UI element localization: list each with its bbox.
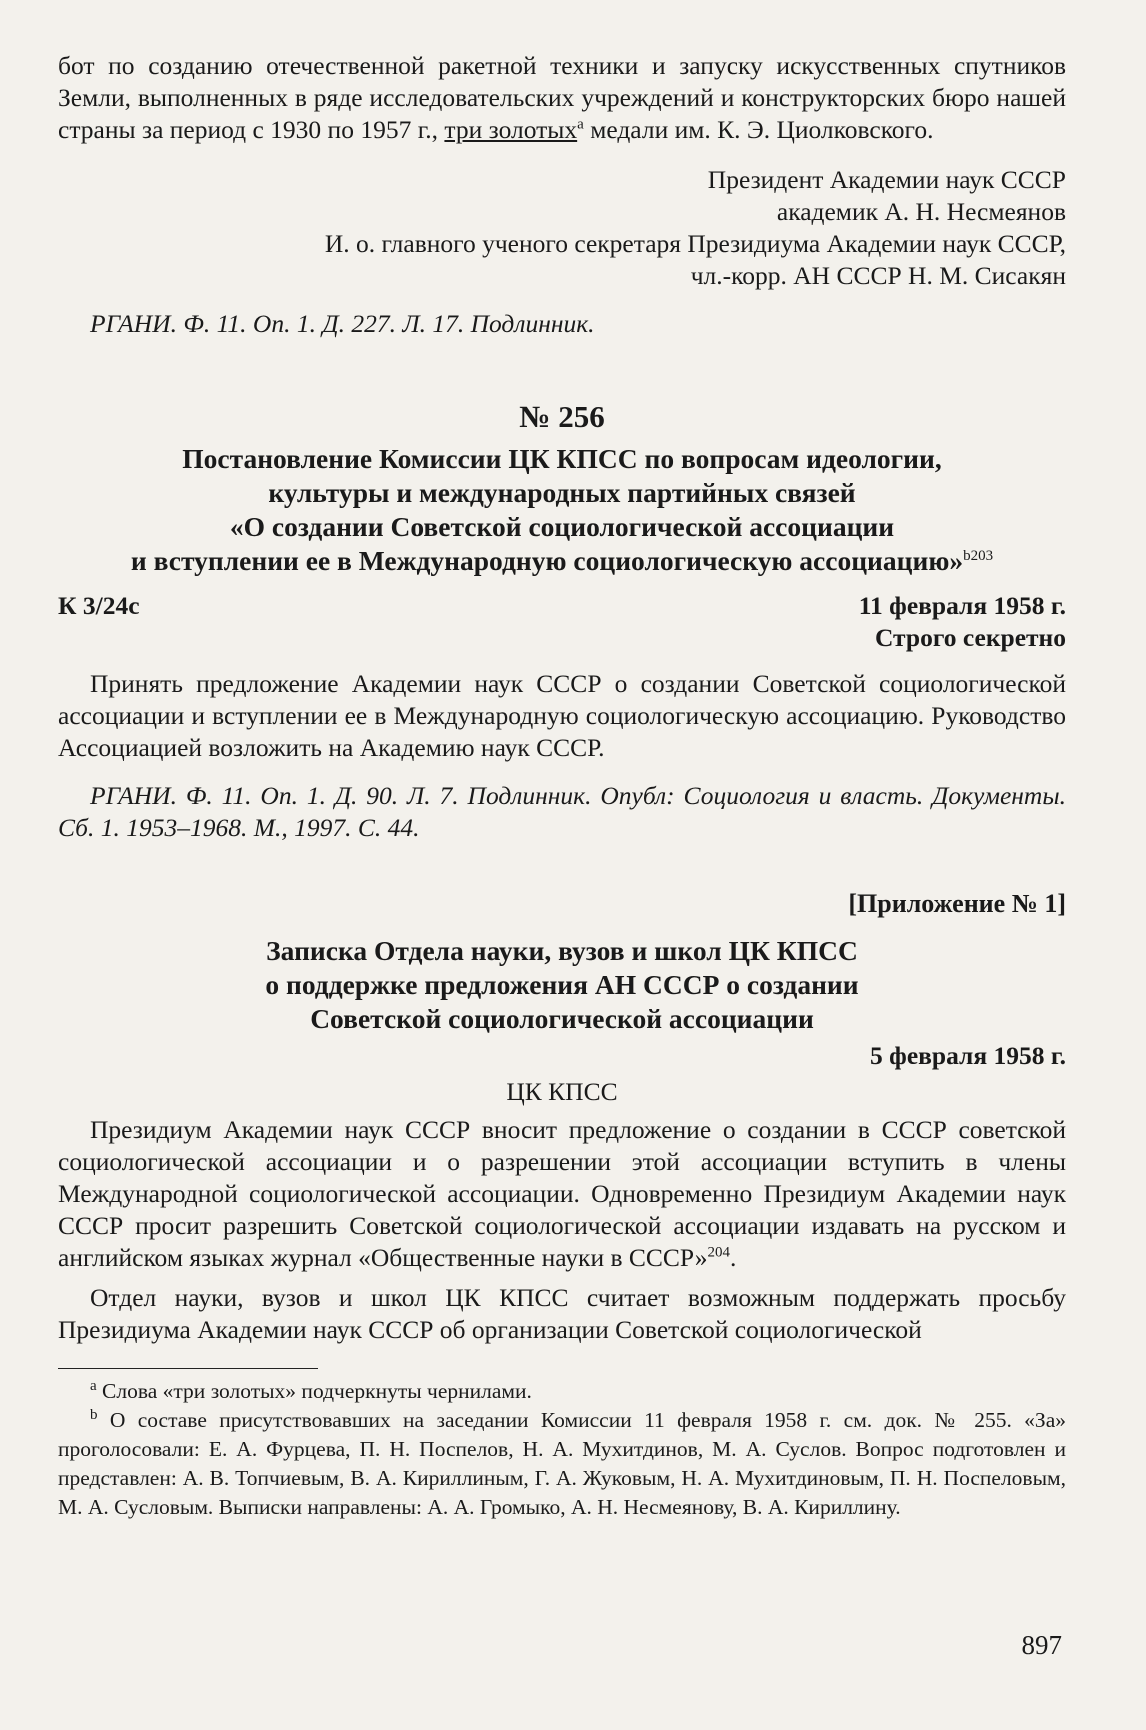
document-number: № 256 (519, 399, 605, 434)
footnote-b (58, 1406, 1066, 1522)
footnote-a (58, 1377, 1066, 1406)
appendix-date: 5 февраля 1958 г. (870, 1041, 1066, 1070)
endnote-ref: 204 (707, 1244, 730, 1261)
signature-line: И. о. главного ученого секретаря Президиума Академии наук СССР, (324, 229, 1066, 258)
footnote-ref-a: a (577, 116, 584, 133)
footnote-text: О составе присутствовавших на заседании Комиссии 11 февраля 1958 г. см. док. № 255. «За» проголосовали: Е. А. Фурцева, П. Н. Поспелов, Н. А. Мухитдинов, М. А. Суслов. Вопрос подготовлен и представлен: А. В. Топчиевым, В. А. Кириллиным, Г. А. Жуковым, Н. А. Мухитдиновым, П. Н. Поспеловым, М. А. Сусловым. Выписки направлены: А. А. Громыко, А. Н. Несмеянову, В. А. Кириллину. (58, 1408, 1066, 1519)
title-line-last (58, 544, 1066, 578)
document-date: 11 февраля 1958 г. (858, 591, 1066, 620)
resolution-text: Принять предложение Академии наук СССР о создании Советской социологической ассоциации и вступлении ее в Международную социологическую ассоциацию. Руководство Ассоциацией возложить на Академию наук СССР. (58, 669, 1066, 762)
intro-paragraph (58, 50, 1066, 146)
intro-text-end: медали им. К. Э. Циолковского. (583, 115, 934, 144)
memo-paragraph (58, 1114, 1066, 1274)
signature-line: Президент Академии наук СССР (707, 165, 1066, 194)
title-line: Записка Отдела науки, вузов и школ ЦК КПСС (266, 935, 858, 966)
title-line: Постановление Комиссии ЦК КПСС по вопросам идеологии, (182, 443, 942, 474)
signature-block (58, 164, 1066, 292)
page-number: 897 (1021, 1630, 1062, 1660)
memo-paragraph: Отдел науки, вузов и школ ЦК КПСС считает возможным поддержать просьбу Президиума Академии наук СССР об организации Советской социологической (58, 1283, 1066, 1344)
footnote-mark: b (90, 1406, 98, 1423)
addressee: ЦК КПСС (506, 1077, 618, 1106)
signature-line: академик А. Н. Несмеянов (776, 197, 1066, 226)
title-line: культуры и международных партийных связей (268, 477, 856, 508)
underlined-phrase: три золотых (444, 115, 578, 144)
title-line-text: и вступлении ее в Международную социологическую ассоциацию» (130, 545, 964, 576)
memo-text: Президиум Академии наук СССР вносит предложение о создании в СССР советской социологической ассоциации и о разрешении этой ассоциации вступить в члены Международной социологической ассоциации. Одновременно Президиум Академии наук СССР просит разрешить Советской социологической ассоциации издавать на русском и английском языках журнал «Общественные науки в СССР» (58, 1115, 1066, 1272)
appendix-title (58, 934, 1066, 1036)
footnote-mark: a (90, 1377, 97, 1394)
footnote-divider (58, 1368, 318, 1369)
archive-source: РГАНИ. Ф. 11. Оп. 1. Д. 90. Л. 7. Подлинник. Опубл: Социология и власть. Документы. Сб. 1. 1953–1968. М., 1997. С. 44. (58, 781, 1066, 842)
title-line: Советской социологической ассоциации (310, 1003, 814, 1034)
document-title (58, 442, 1066, 578)
document-code: К 3/24с (58, 591, 140, 620)
archive-source: РГАНИ. Ф. 11. Оп. 1. Д. 227. Л. 17. Подлинник. (90, 309, 595, 338)
footnote-ref-b: b203 (963, 547, 994, 564)
title-line: о поддержке предложения АН СССР о создании (265, 969, 859, 1000)
classification: Строго секретно (874, 623, 1066, 652)
memo-text-end: . (729, 1243, 737, 1272)
footnote-text: Слова «три золотых» подчеркнуты чернилами. (96, 1379, 532, 1403)
appendix-label: [Приложение № 1] (848, 889, 1066, 918)
signature-line: чл.-корр. АН СССР Н. М. Сисакян (690, 261, 1066, 290)
document-header-row (58, 590, 1066, 622)
title-line: «О создании Советской социологической ассоциации (229, 511, 895, 542)
intro-text: бот по созданию отечественной ракетной техники и запуску искусственных спутников Земли, выполненных в ряде исследовательских учреждений и конструкторских бюро нашей страны за период с 1930 по 1957 г., (58, 51, 1066, 144)
